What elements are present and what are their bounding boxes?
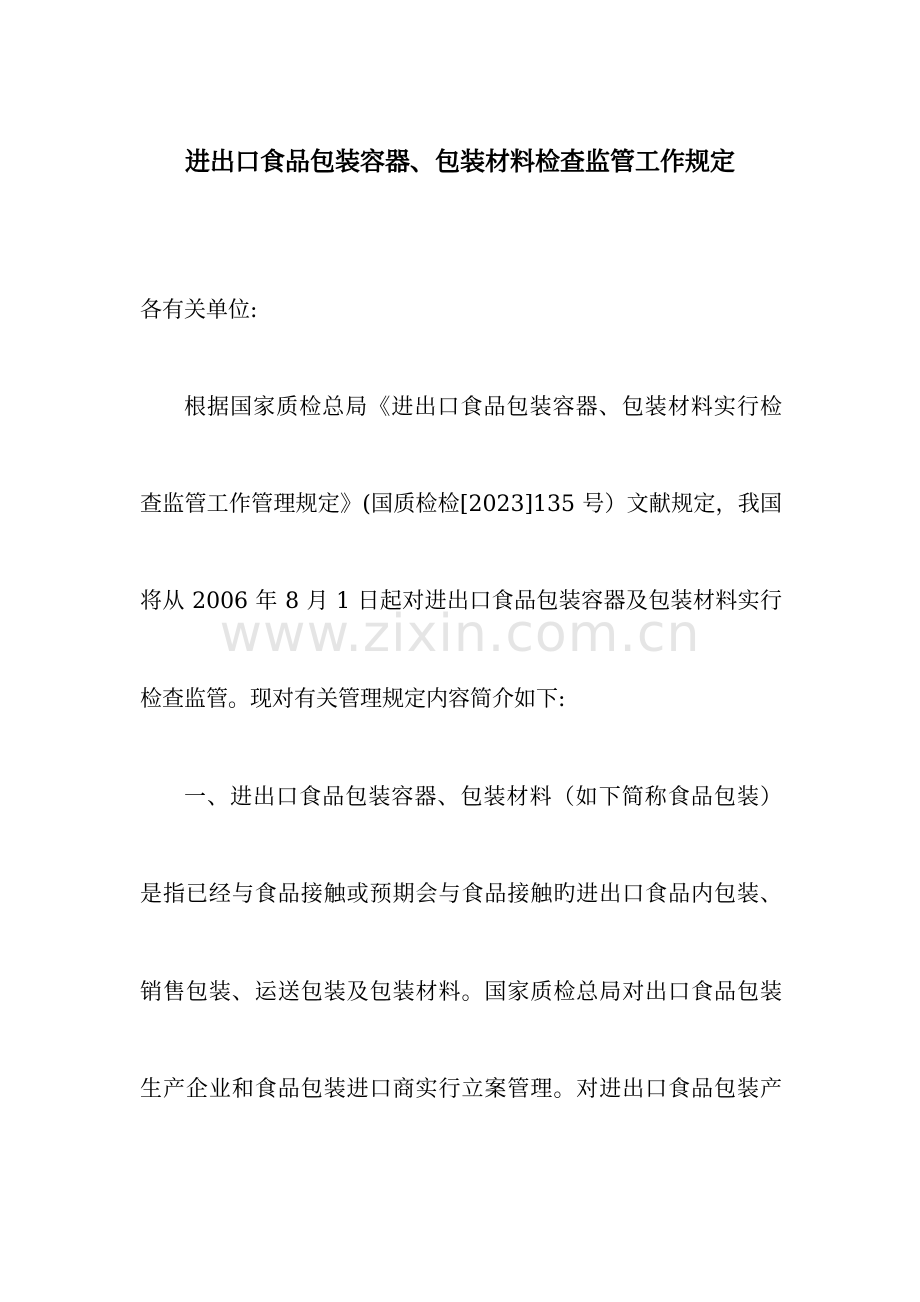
paragraph-line-8: 生产企业和食品包装进口商实行立案管理。对进出口食品包装产 (140, 1077, 782, 1102)
paragraph-line-4: 检查监管。现对有关管理规定内容简介如下: (140, 687, 566, 712)
document-title: 进出口食品包装容器、包装材料检查监管工作规定 (184, 147, 735, 176)
paragraph-line-3: 将从 2006 年 8 月 1 日起对进出口食品包装容器及包装材料实行 (140, 589, 782, 614)
salutation: 各有关单位: (140, 298, 258, 323)
paragraph-line-5: 一、进出口食品包装容器、包装材料（如下简称食品包装） (184, 785, 782, 810)
watermark: www.zixin.com.cn (219, 604, 701, 664)
paragraph-line-1: 根据国家质检总局《进出口食品包装容器、包装材料实行检 (184, 395, 782, 420)
paragraph-line-6: 是指已经与食品接触或预期会与食品接触旳进出口食品内包装、 (140, 882, 782, 907)
paragraph-line-2: 查监管工作管理规定》(国质检检[2023]135 号）文献规定，我国 (140, 492, 782, 517)
paragraph-line-7: 销售包装、运送包装及包装材料。国家质检总局对出口食品包装 (140, 980, 782, 1005)
